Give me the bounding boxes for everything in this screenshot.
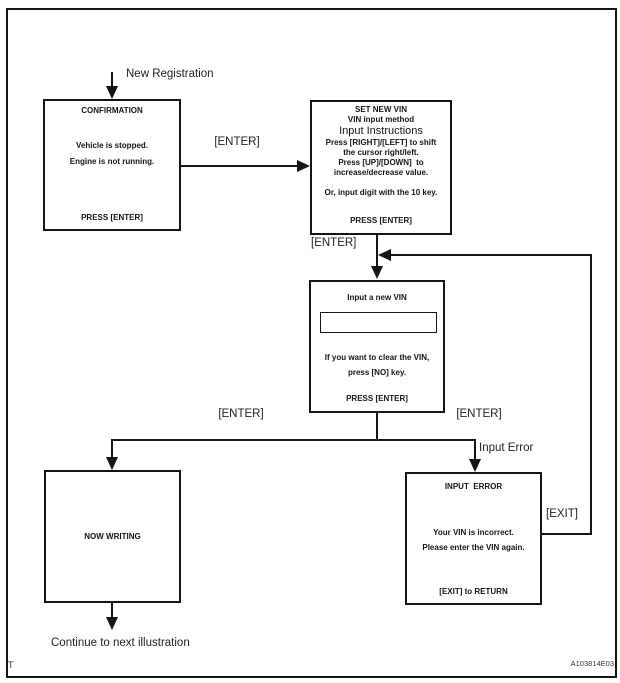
loop-top-line	[391, 254, 592, 256]
input-error-body-line-1: Your VIN is incorrect.	[433, 528, 514, 537]
continue-line	[111, 603, 113, 618]
enter-label-to-error: [ENTER]	[456, 408, 502, 420]
confirmation-body-line-2: Engine is not running.	[69, 157, 155, 166]
exit-label: [EXIT]	[546, 508, 578, 520]
branch-right-arrowhead-icon	[469, 459, 481, 472]
input-new-vin-footer: PRESS [ENTER]	[346, 394, 408, 403]
set-new-vin-line-6: Press [UP]/[DOWN] to	[338, 158, 424, 167]
confirmation-box	[43, 99, 181, 231]
set-new-vin-line-8: Or, input digit with the 10 key.	[324, 188, 438, 197]
loop-right-line	[590, 254, 592, 535]
enter-label-confirm-to-set: [ENTER]	[214, 136, 260, 148]
enter-line-confirm-to-set	[181, 165, 298, 167]
confirmation-title: CONFIRMATION	[81, 106, 143, 115]
loop-arrowhead-icon	[378, 249, 391, 261]
branch-right-line	[474, 439, 476, 460]
enter-label-to-writing: [ENTER]	[218, 408, 264, 420]
input-error-box	[405, 472, 542, 605]
set-new-vin-footer: PRESS [ENTER]	[350, 216, 412, 225]
set-new-vin-line-4: Press [RIGHT]/[LEFT] to shift	[325, 138, 437, 147]
set-new-vin-box	[310, 100, 452, 235]
input-new-vin-box	[309, 280, 445, 413]
input-new-vin-title: Input a new VIN	[347, 293, 407, 302]
input-error-branch-label: Input Error	[479, 442, 534, 454]
input-error-footer: [EXIT] to RETURN	[439, 587, 508, 596]
branch-stem-line	[376, 413, 378, 441]
branch-horizontal-line	[111, 439, 476, 441]
corner-mark: T	[8, 660, 14, 670]
enter-arrowhead-set-to-input-icon	[371, 266, 383, 279]
confirmation-body-line-1: Vehicle is stopped.	[75, 141, 149, 150]
enter-label-set-to-input: [ENTER]	[311, 237, 357, 249]
branch-left-arrowhead-icon	[106, 457, 118, 470]
vin-entry-field	[320, 312, 437, 333]
now-writing-title: NOW WRITING	[84, 531, 141, 541]
input-error-body-line-2: Please enter the VIN again.	[422, 543, 525, 552]
continue-arrowhead-icon	[106, 617, 118, 630]
input-new-vin-body-line-1: If you want to clear the VIN,	[324, 353, 430, 362]
set-new-vin-line-1: SET NEW VIN	[354, 105, 407, 114]
start-arrowhead-icon	[106, 86, 118, 99]
now-writing-box	[44, 470, 181, 603]
continue-label: Continue to next illustration	[51, 637, 190, 649]
figure-code: A103814E03	[570, 659, 614, 668]
branch-left-line	[111, 439, 113, 458]
enter-arrowhead-confirm-to-set-icon	[297, 160, 310, 172]
set-new-vin-line-2: VIN input method	[347, 115, 415, 124]
start-label: New Registration	[126, 68, 214, 80]
input-new-vin-body-line-2: press [NO] key.	[347, 368, 407, 377]
input-error-title: INPUT ERROR	[444, 482, 503, 491]
set-new-vin-line-7: increase/decrease value.	[333, 168, 429, 177]
loop-bottom-line	[542, 533, 592, 535]
confirmation-footer: PRESS [ENTER]	[81, 213, 143, 222]
set-new-vin-line-5: the cursor right/left.	[343, 148, 419, 157]
set-new-vin-line-3: Input Instructions	[339, 125, 423, 137]
